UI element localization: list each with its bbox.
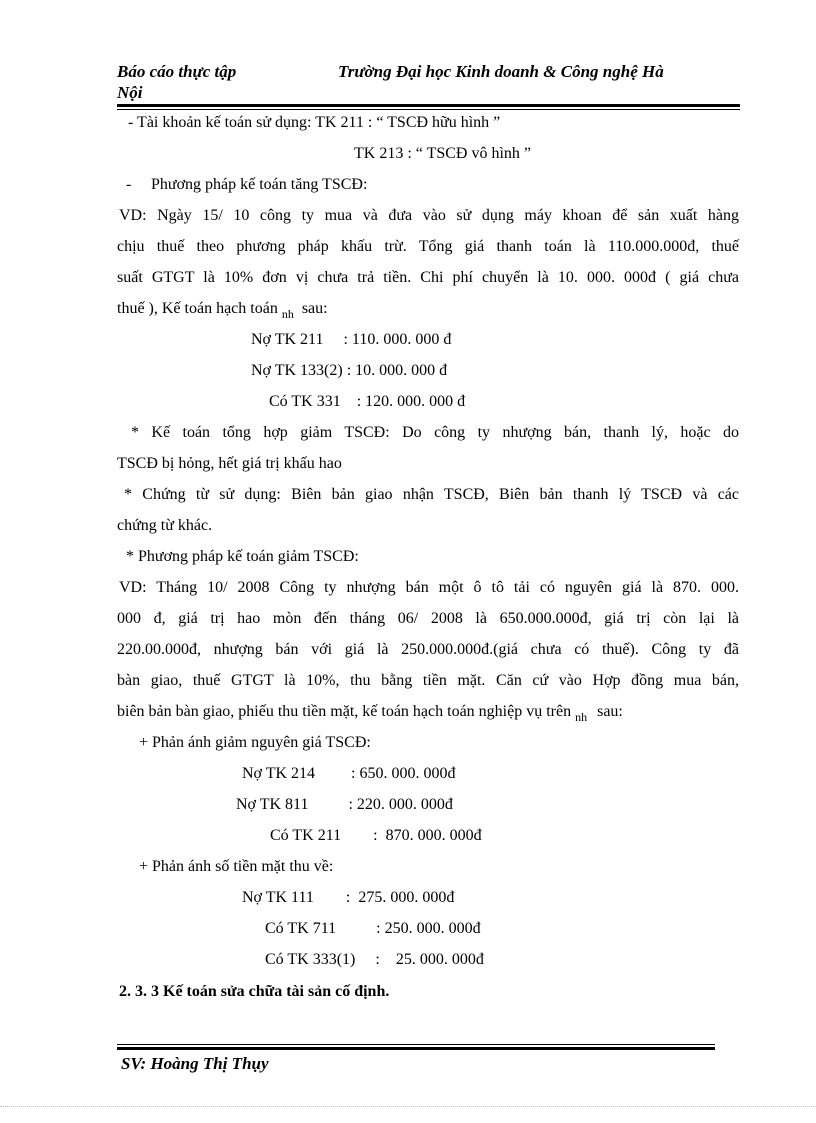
text-line	[117, 703, 623, 724]
text-line: VD: Ngày 15/ 10 công ty mua và đưa vào sử dụng máy khoan để sản xuất hàng	[119, 207, 739, 224]
text-segment: thuế ), Kế toán hạch toán	[117, 300, 278, 317]
text-line: chịu thuế theo phương pháp khấu trừ. Tổng giá thanh toán là 110.000.000đ, thuế	[117, 238, 739, 255]
text-line: - Tài khoản kế toán sử dụng: TK 211 : “ TSCĐ hữu hình ”	[128, 114, 501, 131]
header-rule-thin	[117, 109, 740, 110]
journal-entry: Có TK 711 : 250. 000. 000đ	[265, 920, 481, 937]
text-segment: sau:	[301, 300, 328, 317]
text-line: * Chứng từ sử dụng: Biên bản giao nhận TSCĐ, Biên bản thanh lý TSCĐ và các	[124, 486, 739, 503]
text-line: * Phương pháp kế toán giảm TSCĐ:	[126, 548, 359, 565]
text-line: VD: Tháng 10/ 2008 Công ty nhượng bán một ô tô tải có nguyên giá là 870. 000.	[119, 579, 739, 596]
footer-student-name: SV: Hoàng Thị Thụy	[121, 1054, 269, 1073]
text-line: bàn giao, thuế GTGT là 10%, thu bằng tiền mặt. Căn cứ vào Hợp đồng mua bán,	[117, 672, 739, 689]
footer-rule-thin	[117, 1044, 715, 1045]
text-line: TSCĐ bị hỏng, hết giá trị khấu hao	[117, 455, 342, 472]
text-segment: sau:	[597, 703, 623, 720]
header-report-title: Báo cáo thực tập	[117, 62, 237, 81]
text-line: * Kế toán tổng hợp giảm TSCĐ: Do công ty nhượng bán, thanh lý, hoặc do	[131, 424, 739, 441]
journal-entry: Có TK 331 : 120. 000. 000 đ	[269, 393, 466, 410]
journal-entry: Nợ TK 211 : 110. 000. 000 đ	[251, 331, 452, 348]
footer-rule-thick	[117, 1047, 715, 1050]
section-heading: 2. 3. 3 Kế toán sửa chữa tài sản cố định.	[119, 983, 390, 1000]
page-edge-divider	[0, 1106, 816, 1107]
journal-entry: Có TK 333(1) : 25. 000. 000đ	[265, 951, 484, 968]
text-line: + Phản ánh số tiền mặt thu về:	[139, 858, 334, 875]
text-line: TK 213 : “ TSCĐ vô hình ”	[354, 145, 532, 162]
text-line: 220.00.000đ, nhượng bán với giá là 250.000.000đ.(giá chưa có thuế). Công ty đã	[117, 641, 739, 658]
header-university-name-continued: Nội	[117, 83, 143, 102]
dash-marker: -	[126, 176, 132, 193]
journal-entry: Nợ TK 811 : 220. 000. 000đ	[236, 796, 453, 813]
text-segment: biên bản bàn giao, phiếu thu tiền mặt, kế toán hạch toán nghiệp vụ trên	[117, 703, 572, 720]
journal-entry: Nợ TK 133(2) : 10. 000. 000 đ	[251, 362, 448, 379]
journal-entry: Nợ TK 214 : 650. 000. 000đ	[242, 765, 456, 782]
text-line: 000 đ, giá trị hao mòn đến tháng 06/ 2008 là 650.000.000đ, giá trị còn lại là	[117, 610, 739, 627]
text-line: + Phản ánh giảm nguyên giá TSCĐ:	[139, 734, 371, 751]
text-line: suất GTGT là 10% đơn vị chưa trả tiền. Chi phí chuyển là 10. 000. 000đ ( giá chưa	[117, 269, 739, 286]
header-university-name: Trường Đại học Kinh doanh & Công nghệ Hà	[338, 62, 664, 81]
header-rule-thick	[117, 104, 740, 107]
abbreviation-subscript: nh	[575, 710, 588, 724]
journal-entry: Có TK 211 : 870. 000. 000đ	[270, 827, 482, 844]
text-line	[117, 300, 328, 321]
journal-entry: Nợ TK 111 : 275. 000. 000đ	[242, 889, 455, 906]
text-line: chứng từ khác.	[117, 517, 213, 534]
text-line: Phương pháp kế toán tăng TSCĐ:	[151, 176, 368, 193]
abbreviation-subscript: nh	[281, 307, 294, 321]
